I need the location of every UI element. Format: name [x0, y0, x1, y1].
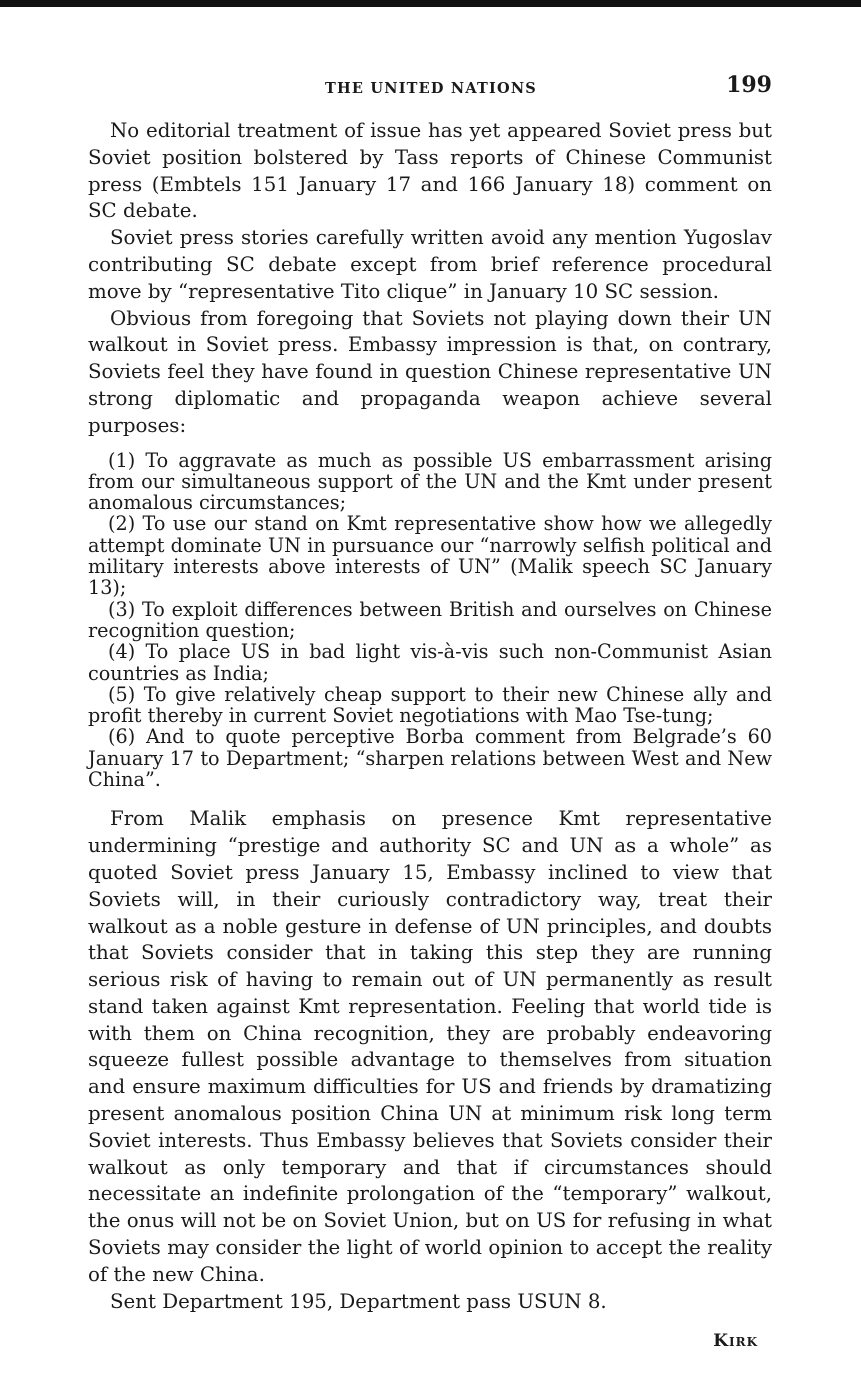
- page-top-border: [0, 0, 861, 7]
- paragraph-press-stories: Soviet press stories carefully written avoid any mention Yugoslav contributing SC debate except from brief reference procedural move by “representative Tito clique” in January 10 SC session.: [88, 226, 772, 303]
- page-number: 199: [726, 72, 772, 98]
- purpose-item-5: (5) To give relatively cheap support to their new Chinese ally and profit thereby in current Soviet negotiations with Mao Tse-tung;: [88, 682, 772, 728]
- running-head: THE UNITED NATIONS: [325, 80, 537, 97]
- paragraph-editorial-treatment: No editorial treatment of issue has yet appeared Soviet press but Soviet position bolstered by Tass reports of Chinese Communist press (Embtels 151 January 17 and 166 January 18) comment on SC debate.: [88, 119, 772, 223]
- purpose-item-6: (6) And to quote perceptive Borba comment from Belgrade’s 60 January 17 to Department; “sharpen relations between West and New China”.: [88, 725, 772, 792]
- purpose-item-4: (4) To place US in bad light vis-à-vis such non-Communist Asian countries as India;: [88, 640, 772, 685]
- purpose-item-3: (3) To exploit differences between British and ourselves on Chinese recognition question;: [88, 597, 772, 642]
- purpose-item-2: (2) To use our stand on Kmt representative show how we allegedly attempt dominate UN in pursuance our “narrowly selfish political and military interests above interests of UN” (Malik speech SC January 13);: [88, 512, 772, 600]
- paragraph-sent-department: Sent Department 195, Department pass USUN 8.: [110, 1289, 607, 1313]
- paragraph-obvious-from-foregoing: Obvious from foregoing that Soviets not playing down their UN walkout in Soviet press. Embassy impression is that, on contrary, Soviets feel they have found in question Chinese representative UN strong diplomatic and propaganda weapon achieve several purposes:: [88, 306, 772, 437]
- purpose-item-1: (1) To aggravate as much as possible US embarrassment arising from our simultaneous support of the UN and the Kmt under present anomalous circumstances;: [88, 448, 772, 515]
- page-header: [88, 72, 774, 106]
- purposes-list: [88, 450, 772, 791]
- signature: Kirk: [713, 1331, 758, 1352]
- document-body: [88, 118, 772, 1351]
- paragraph-malik-emphasis: From Malik emphasis on presence Kmt representative undermining “prestige and authority SC and UN as a whole” as quoted Soviet press January 15, Embassy inclined to view that Soviets will, in their curiously contradictory way, treat their walkout as a noble gesture in defense of UN principles, and doubts that Soviets consider that in taking this step they are running serious risk of having to remain out of UN permanently as result stand taken against Kmt representation. Feeling that world tide is with them on China recognition, they are probably endeavoring squeeze fullest possible advantage to themselves from situation and ensure maximum difficulties for US and friends by dramatizing present anomalous position China UN at minimum risk long term Soviet interests. Thus Embassy believes that Soviets consider their walkout as only temporary and that if circumstances should necessitate an indefinite prolongation of the “temporary” walkout, the onus will not be on Soviet Union, but on US for refusing in what Soviets may consider the light of world opinion to accept the reality of the new China.: [88, 807, 772, 1286]
